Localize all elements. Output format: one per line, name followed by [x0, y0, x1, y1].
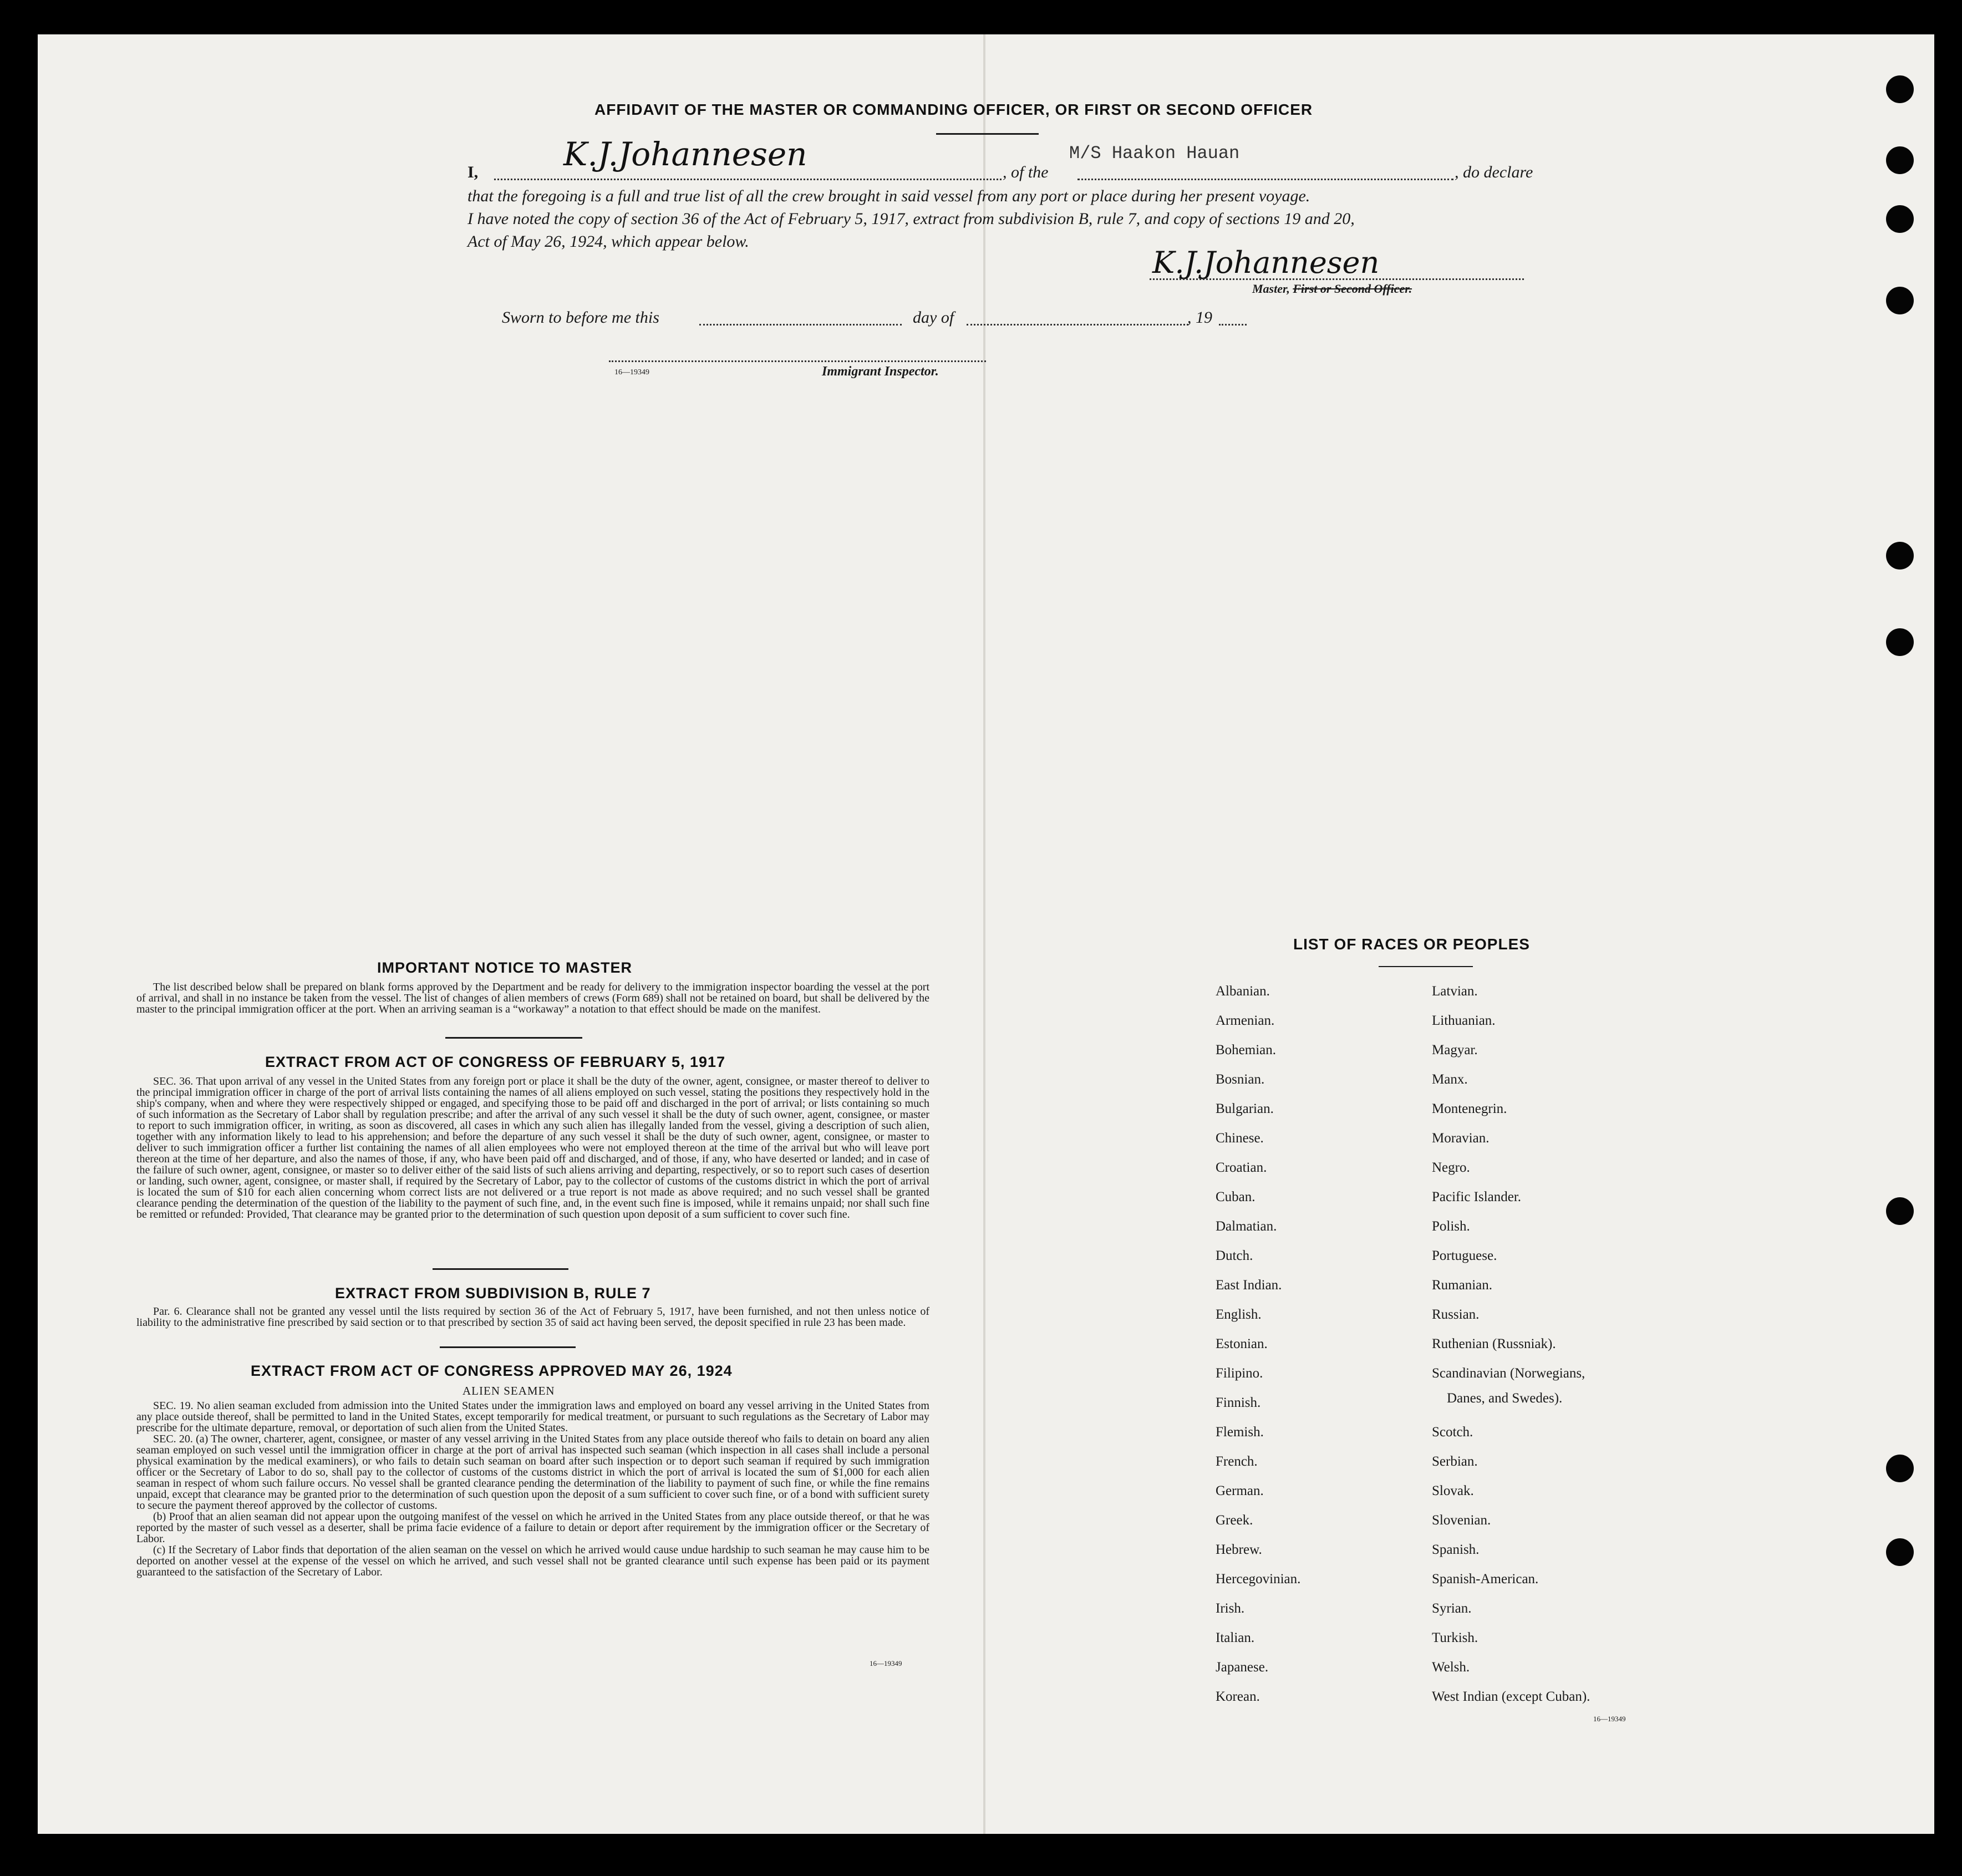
rule-7-text	[136, 1306, 929, 1328]
race-item: Chinese.	[1216, 1131, 1264, 1146]
race-item: Slovenian.	[1432, 1513, 1491, 1528]
race-item: Irish.	[1216, 1601, 1245, 1616]
notice-title: IMPORTANT NOTICE TO MASTER	[377, 959, 632, 976]
punch-hole	[1886, 287, 1914, 314]
race-item: Manx.	[1432, 1072, 1468, 1087]
page-fold	[983, 34, 985, 1834]
affidavit-i-label: I,	[467, 163, 479, 181]
race-item: Syrian.	[1432, 1601, 1472, 1616]
race-scandinavian-continued: Danes, and Swedes).	[1447, 1391, 1563, 1406]
race-item: English.	[1216, 1307, 1262, 1322]
vessel-line	[1077, 179, 1453, 180]
affidavit-title: AFFIDAVIT OF THE MASTER OR COMMANDING OFFICER, OR FIRST OR SECOND OFFICER	[594, 101, 1313, 118]
race-item: Pacific Islander.	[1432, 1189, 1522, 1204]
race-item: Bosnian.	[1216, 1072, 1265, 1087]
affidavit-title-rule	[936, 133, 1039, 135]
vessel-name-stamp: M/S Haakon Hauan	[1069, 143, 1240, 164]
sec-36-paragraph: SEC. 36. That upon arrival of any vessel in the United States from any foreign port or place it shall be the duty of the owner, agent, consignee, or master thereof to deliver to the principal immigration officer in charge of the port of arrival lists containing the names of all aliens employed on such vessel, stating the positions they respectively hold in the ship's company, when and where they were respectively shipped or engaged, and specifying those to be paid off and discharged in the port of arrival; or lists containing so much of such information as the Secretary of Labor shall by regulation prescribe; and after the arrival of any such vessel it shall be the duty of such owner, agent, consignee, or master to report to such immigration officer, in writing, as soon as discovered, all cases in which any such alien has illegally landed from the vessel, giving a description of such alien, together with any information likely to lead to his apprehension; and before the departure of any such vessel it shall be the duty of such owner, agent, consignee, or master to deliver to such immigration officer a further list containing the names of all alien employees who were not employed thereon at the time of the arrival but who will leave port thereon at the time of her departure, and also the names of those, if any, who have been paid off and discharged, and of those, if any, who have deserted or landed; and in case of the failure of such owner, agent, consignee, or master so to deliver either of the said lists of such aliens arriving and departing, respectively, or so to report such cases of desertion or landing, such owner, agent, consignee, or master shall, if required by the Secretary of Labor, pay to the collector of customs of the customs district in which the port of arrival is located the sum of $10 for each alien concerning whom correct lists are not delivered or a true report is not made as above required; and no such vessel shall be granted clearance pending the determination of the question of the liability to the payment of such fine, and, in the event such fine is imposed, while it remains unpaid; nor shall such fine be remitted or refunded: Provided, That clearance may be granted prior to the determination of such question upon deposit of a sum sufficient to cover such fine.	[136, 1075, 929, 1221]
race-item: Dalmatian.	[1216, 1219, 1277, 1234]
notice-paragraph: The list described below shall be prepared on blank forms approved by the Department and be ready for delivery to the immigration inspector boarding the vessel at the port of arrival, and shall in no instance be taken from the vessel. The list of changes of alien members of crews (Form 689) shall not be retained on board, but shall be delivered by the master to the principal immigration officer at the port. When an arriving seaman is a “workaway” a notation to that effect should be made on the manifest.	[136, 981, 929, 1015]
race-item: Armenian.	[1216, 1013, 1275, 1028]
extract-1917-rule	[433, 1268, 568, 1270]
master-signature: K.J.Johannesen	[1152, 245, 1380, 280]
race-item: Scotch.	[1432, 1425, 1473, 1440]
punch-hole	[1886, 542, 1914, 570]
rule-7-rule	[440, 1346, 576, 1348]
races-title-rule	[1379, 966, 1473, 967]
race-item: Bohemian.	[1216, 1043, 1277, 1058]
race-item: West Indian (except Cuban).	[1432, 1689, 1590, 1704]
affidavit-do-declare: , do declare	[1455, 163, 1533, 181]
inspector-line	[609, 360, 986, 362]
sec-20b-paragraph: (b) Proof that an alien seaman did not appear upon the outgoing manifest of the vessel on which he arrived in the United States from any place outside thereof, or that he was reported by the master of such vessel as a deserter, shall be prima facie evidence of a failure to detain or deport after requirement by the immigration officer or the Secretary of Labor.	[136, 1511, 929, 1545]
affidavit-form-number: 16—19349	[614, 368, 649, 377]
race-item: Turkish.	[1432, 1630, 1478, 1645]
rule-7-title: EXTRACT FROM SUBDIVISION B, RULE 7	[335, 1285, 651, 1301]
races-form-number: 16—19349	[1593, 1715, 1626, 1723]
punch-hole	[1886, 1197, 1914, 1225]
race-item: Spanish-American.	[1432, 1572, 1539, 1587]
race-item: Italian.	[1216, 1630, 1255, 1645]
race-item: Bulgarian.	[1216, 1101, 1274, 1116]
sworn-year: , 19	[1187, 308, 1212, 327]
race-item: Latvian.	[1432, 984, 1478, 999]
race-item: Montenegrin.	[1432, 1101, 1507, 1116]
race-item: Negro.	[1432, 1160, 1470, 1175]
signer-line	[494, 179, 1002, 180]
race-item: Russian.	[1432, 1307, 1480, 1322]
race-item: Cuban.	[1216, 1189, 1256, 1204]
notice-rule	[445, 1037, 582, 1039]
sec-19-paragraph: SEC. 19. No alien seaman excluded from admission into the United States under the immigration laws and employed on board any vessel arriving in the United States from any place outside thereof, shall be permitted to land in the United States, except temporarily for medical treatment, or pursuant to such regulations as the Secretary of Labor may prescribe for the ultimate departure, removal, or deportation of such alien from the United States.	[136, 1400, 929, 1434]
master-label-text: Master,	[1252, 282, 1290, 296]
signer-name-handwriting: K.J.Johannesen	[563, 135, 807, 173]
master-label	[1252, 282, 1412, 296]
race-item: Dutch.	[1216, 1248, 1253, 1263]
extract-1924-text	[136, 1400, 929, 1578]
race-item: East Indian.	[1216, 1278, 1282, 1293]
affidavit-of-the: , of the	[1003, 163, 1049, 181]
races-title: LIST OF RACES OR PEOPLES	[1293, 936, 1530, 953]
affidavit-line-3: Act of May 26, 1924, which appear below.	[467, 232, 749, 251]
race-item: Slovak.	[1432, 1483, 1474, 1498]
race-item: German.	[1216, 1483, 1264, 1498]
punch-hole	[1886, 628, 1914, 656]
punch-hole	[1886, 146, 1914, 174]
extract-1924-title: EXTRACT FROM ACT OF CONGRESS APPROVED MAY 26, 1924	[251, 1362, 733, 1379]
race-item: Albanian.	[1216, 984, 1270, 999]
inspector-label: Immigrant Inspector.	[822, 364, 939, 379]
sec-20c-paragraph: (c) If the Secretary of Labor finds that deportation of the alien seaman on the vessel on which he arrived would cause undue hardship to such seaman he may cause him to be deported on another vessel at the expense of the vessel on which he arrived, and such vessel shall not be granted clearance until such expense has been paid or its payment guaranteed to the satisfaction of the Secretary of Labor.	[136, 1544, 929, 1578]
race-item: Korean.	[1216, 1689, 1260, 1704]
extract-1924-form-number: 16—19349	[870, 1659, 902, 1667]
master-signature-line	[1150, 278, 1524, 280]
race-item: Japanese.	[1216, 1660, 1269, 1675]
sec-20a-paragraph: SEC. 20. (a) The owner, charterer, agent, consignee, or master of any vessel arriving in the United States from any place outside thereof who fails to detain on board any alien seaman employed on such vessel until the immigration officer in charge at the port of arrival has inspected such seaman (which inspection in all cases shall include a personal physical examination by the medical examiners), or who fails to detain such seaman on board after such inspection or to deport such seaman if required by such immigration officer or the Secretary of Labor to do so, shall pay to the collector of customs of the customs district in which the port of arrival is located the sum of $1,000 for each alien seaman in respect of whom such failure occurs. No vessel shall be granted clearance pending the determination of the liability to payment of such fine, or while the fine remains unpaid, except that clearance may be granted prior to the determination of such question upon the deposit of a sum sufficient to cover such fine, or of a bond with sufficient surety to secure the payment thereof approved by the collector of customs.	[136, 1433, 929, 1512]
affidavit-line-1: that the foregoing is a full and true list of all the crew brought in said vessel from any port or place during her present voyage.	[467, 187, 1310, 205]
race-item: Portuguese.	[1432, 1248, 1497, 1263]
race-item: French.	[1216, 1454, 1258, 1469]
alien-seamen-subtitle: ALIEN SEAMEN	[462, 1384, 555, 1397]
notice-text	[136, 982, 929, 1015]
race-item: Finnish.	[1216, 1395, 1261, 1410]
race-item: Spanish.	[1432, 1542, 1480, 1557]
par-6-paragraph: Par. 6. Clearance shall not be granted any vessel until the lists required by section 36 of the Act of February 5, 1917, have been furnished, and not then unless notice of liability to the administrative fine prescribed by said section or to that prescribed by section 35 of said act having been served, the deposit specified in rule 23 has been made.	[136, 1305, 929, 1329]
race-item: Lithuanian.	[1432, 1013, 1496, 1028]
race-item: Scandinavian (Norwegians,	[1432, 1366, 1585, 1381]
affidavit-line-2: I have noted the copy of section 36 of the Act of February 5, 1917, extract from subdivision B, rule 7, and copy of sections 19 and 20,	[467, 210, 1355, 228]
race-item: Welsh.	[1432, 1660, 1470, 1675]
extract-1917-text	[136, 1076, 929, 1220]
struck-officer-label: First or Second Officer.	[1293, 282, 1412, 296]
race-item: Hebrew.	[1216, 1542, 1262, 1557]
sworn-year-line	[1219, 324, 1247, 326]
race-item: Greek.	[1216, 1513, 1253, 1528]
punch-hole	[1886, 75, 1914, 103]
punch-hole	[1886, 205, 1914, 233]
punch-hole	[1886, 1538, 1914, 1566]
race-item: Magyar.	[1432, 1043, 1478, 1058]
race-item: Estonian.	[1216, 1336, 1268, 1351]
race-item: Hercegovinian.	[1216, 1572, 1301, 1587]
sworn-day-line	[699, 324, 902, 326]
race-item: Filipino.	[1216, 1366, 1263, 1381]
race-item: Serbian.	[1432, 1454, 1478, 1469]
sworn-label: Sworn to before me this	[502, 308, 659, 327]
extract-1917-title: EXTRACT FROM ACT OF CONGRESS OF FEBRUARY 5, 1917	[265, 1054, 726, 1070]
race-item: Croatian.	[1216, 1160, 1267, 1175]
race-item: Moravian.	[1432, 1131, 1490, 1146]
sworn-day-of: day of	[913, 308, 954, 327]
document-page	[38, 34, 1934, 1834]
sworn-month-line	[967, 324, 1188, 326]
punch-hole	[1886, 1455, 1914, 1482]
race-item: Ruthenian (Russniak).	[1432, 1336, 1556, 1351]
race-item: Flemish.	[1216, 1425, 1264, 1440]
race-item: Rumanian.	[1432, 1278, 1493, 1293]
race-item: Polish.	[1432, 1219, 1470, 1234]
